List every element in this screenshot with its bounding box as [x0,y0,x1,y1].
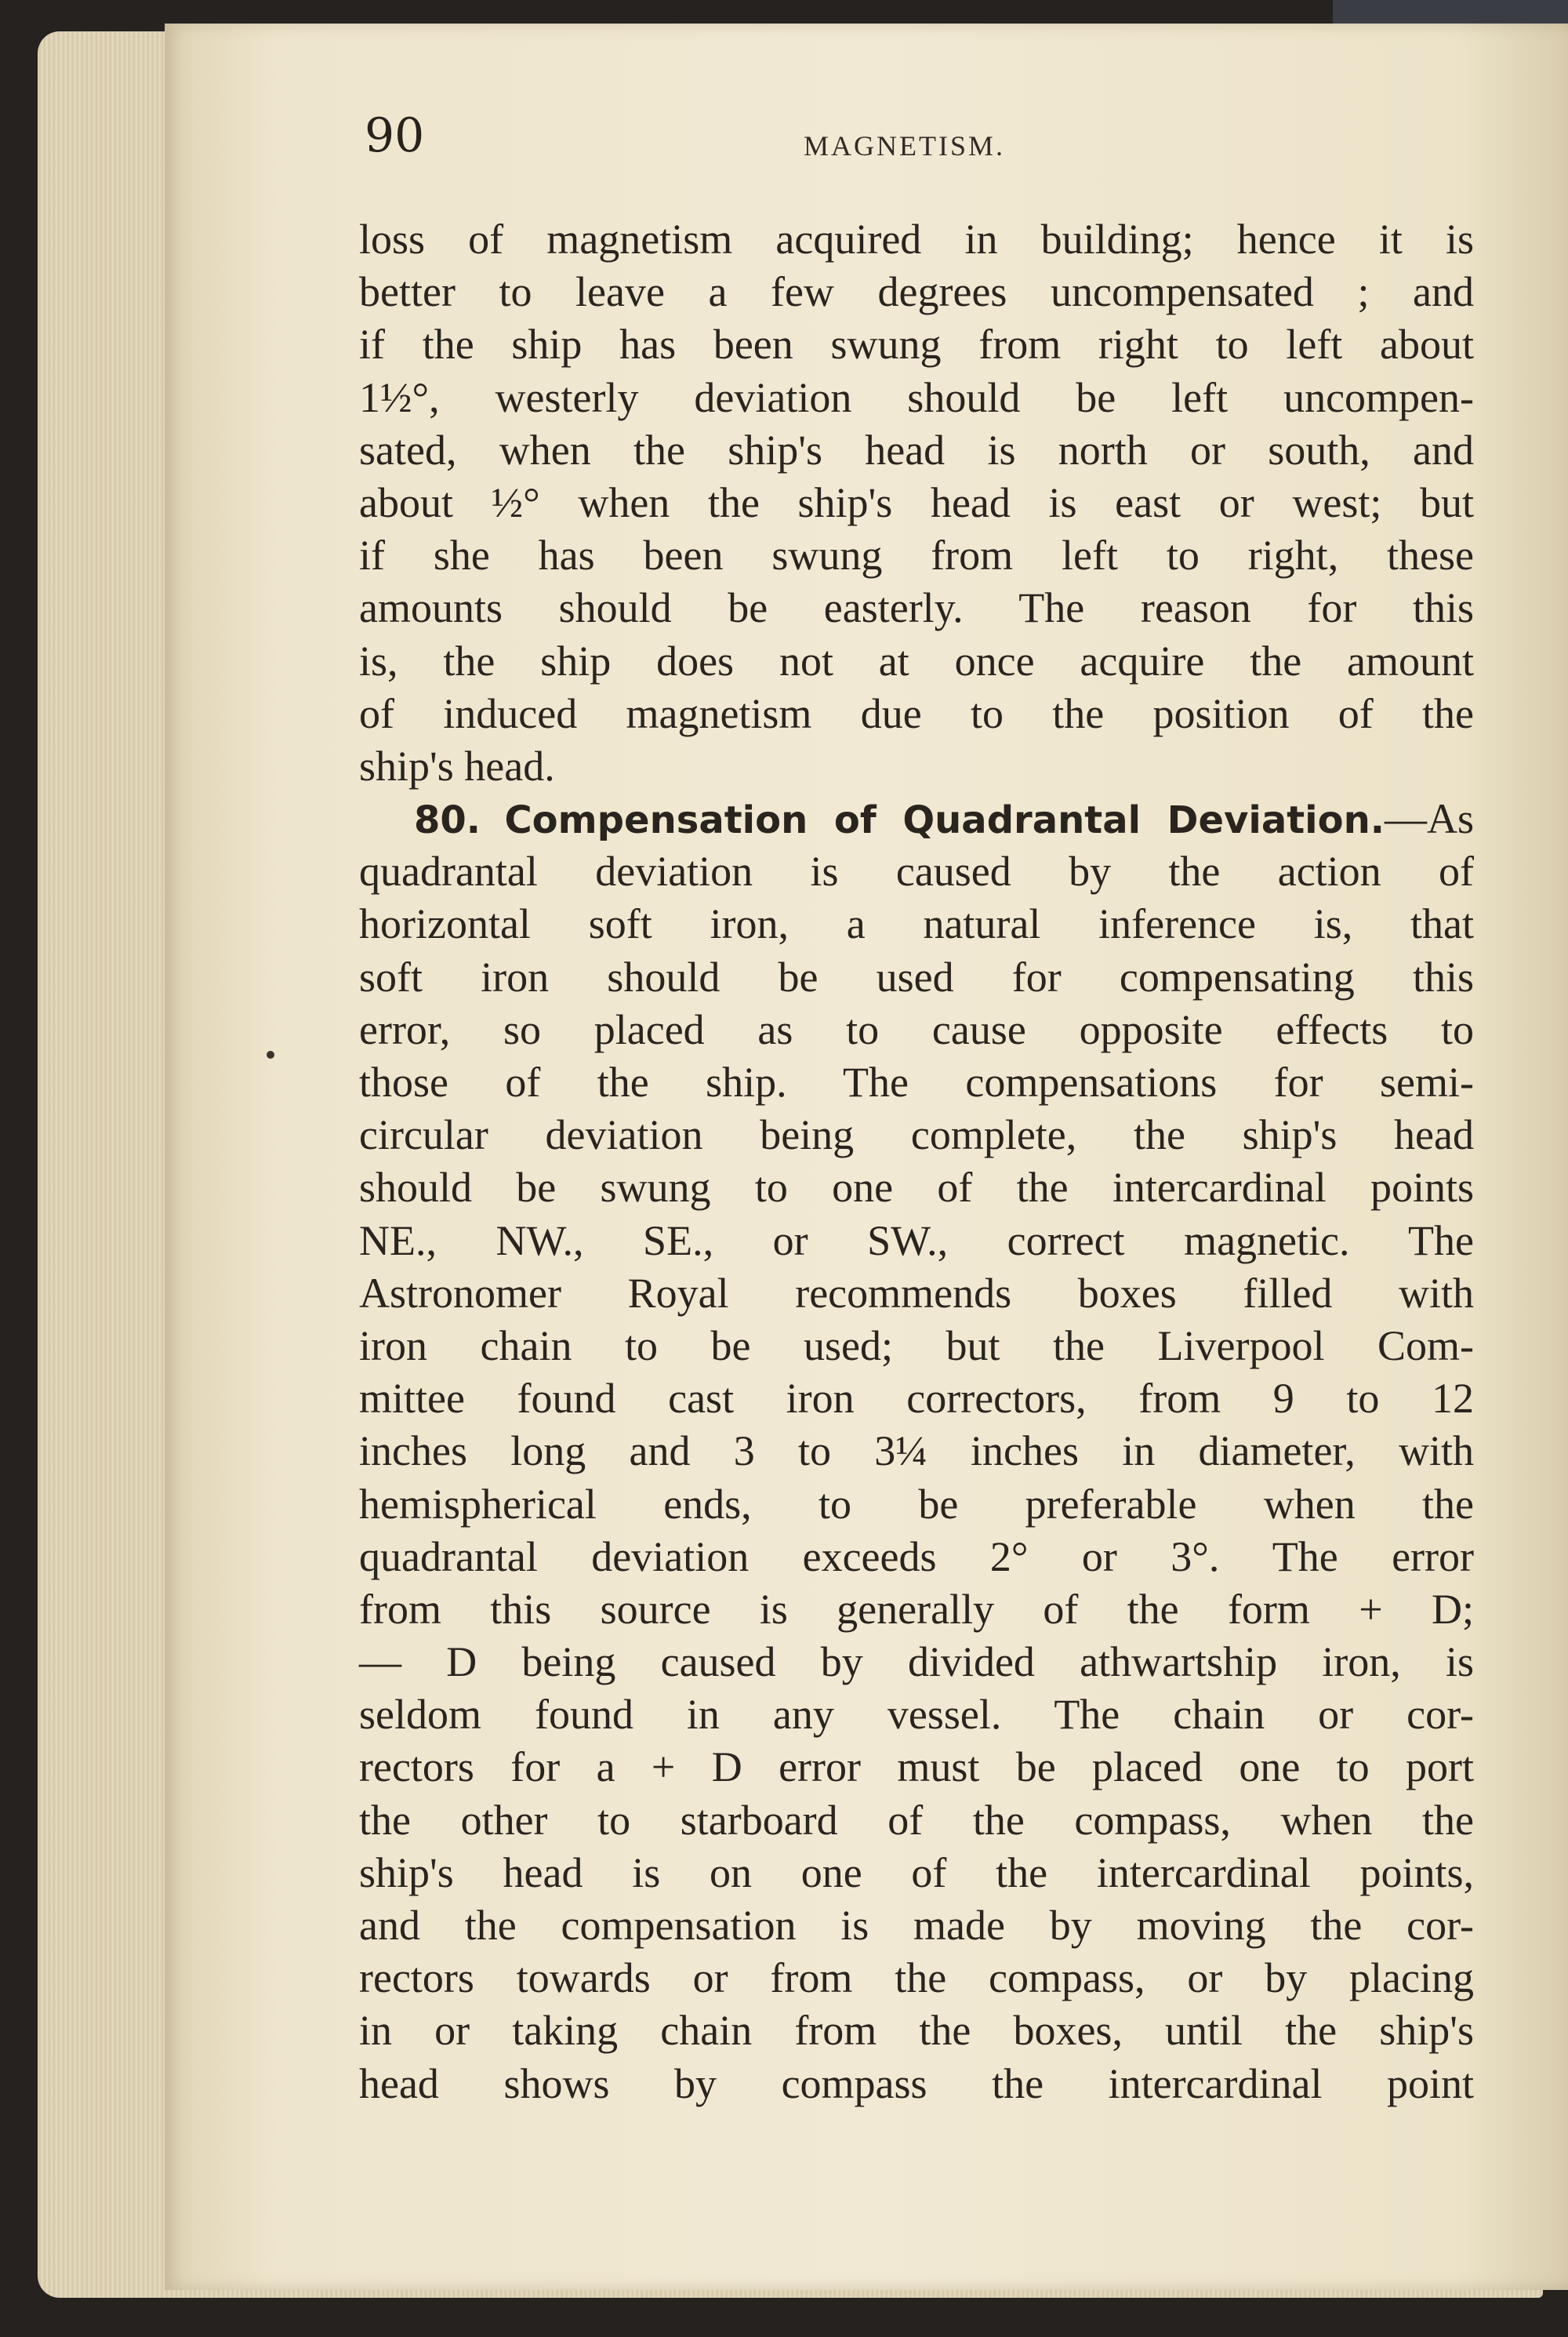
text-line: of induced magnetism due to the position of the [359,689,1474,737]
text-line: is, the ship does not at once acquire the amount [359,637,1474,685]
text-line: inches long and 3 to 3¼ inches in diameter, with [359,1427,1474,1475]
text-line: ship's head. [359,742,555,790]
section-number: 80. [414,798,481,843]
text-line: quadrantal deviation exceeds 2° or 3°. The error [359,1532,1474,1580]
text-line: iron chain to be used; but the Liverpool Com- [359,1321,1474,1369]
text-line: sated, when the ship's head is north or south, and [359,426,1474,474]
text-line: loss of magnetism acquired in building; hence it is [359,216,1474,263]
text-line: ship's head is on one of the intercardinal points, [359,1848,1474,1896]
ink-speck [267,1051,274,1059]
running-head: MAGNETISM. [804,130,1006,162]
text-line: Astronomer Royal recommends boxes filled with [359,1269,1474,1317]
text-line: rectors towards or from the compass, or by placing [359,1954,1474,2002]
section-heading-tail: —As [1385,795,1475,843]
text-line: about ½° when the ship's head is east or west; but [359,478,1474,526]
text-line: — D being caused by divided athwartship iron, is [359,1638,1474,1686]
text-line: hemispherical ends, to be preferable when the [359,1480,1474,1528]
text-line: seldom found in any vessel. The chain or cor- [359,1691,1474,1739]
text-line: from this source is generally of the form + D; [359,1585,1474,1633]
text-line: the other to starboard of the compass, when the [359,1796,1474,1844]
section-heading-line [359,793,1474,845]
text-line: head shows by compass the intercardinal point [359,2059,1474,2107]
text-line: mittee found cast iron correctors, from 9 to 12 [359,1375,1474,1423]
text-line: rectors for a + D error must be placed one to port [359,1743,1474,1791]
text-line: amounts should be easterly. The reason for this [359,584,1474,632]
text-line: NE., NW., SE., or SW., correct magnetic. The [359,1216,1474,1264]
text-line: quadrantal deviation is caused by the action of [359,848,1474,896]
text-line: soft iron should be used for compensating this [359,953,1474,1001]
text-line: should be swung to one of the intercardinal points [359,1164,1474,1212]
page-number: 90 [365,108,425,163]
text-line: better to leave a few degrees uncompensated ; and [359,268,1474,316]
section-heading: Compensation of Quadrantal Deviation. [504,798,1385,843]
text-line: horizontal soft iron, a natural inference is, that [359,900,1474,948]
text-line: circular deviation being complete, the ship's head [359,1111,1474,1159]
text-line: 1½°, westerly deviation should be left uncompen- [359,373,1474,421]
text-line: in or taking chain from the boxes, until the ship's [359,2007,1474,2055]
text-line: if the ship has been swung from right to left about [359,321,1474,369]
text-line: and the compensation is made by moving the cor- [359,1902,1474,1949]
text-line: if she has been swung from left to right, these [359,532,1474,580]
text-line: those of the ship. The compensations for semi- [359,1059,1474,1106]
body-text [359,213,1474,2110]
text-line: error, so placed as to cause opposite effects to [359,1005,1474,1053]
